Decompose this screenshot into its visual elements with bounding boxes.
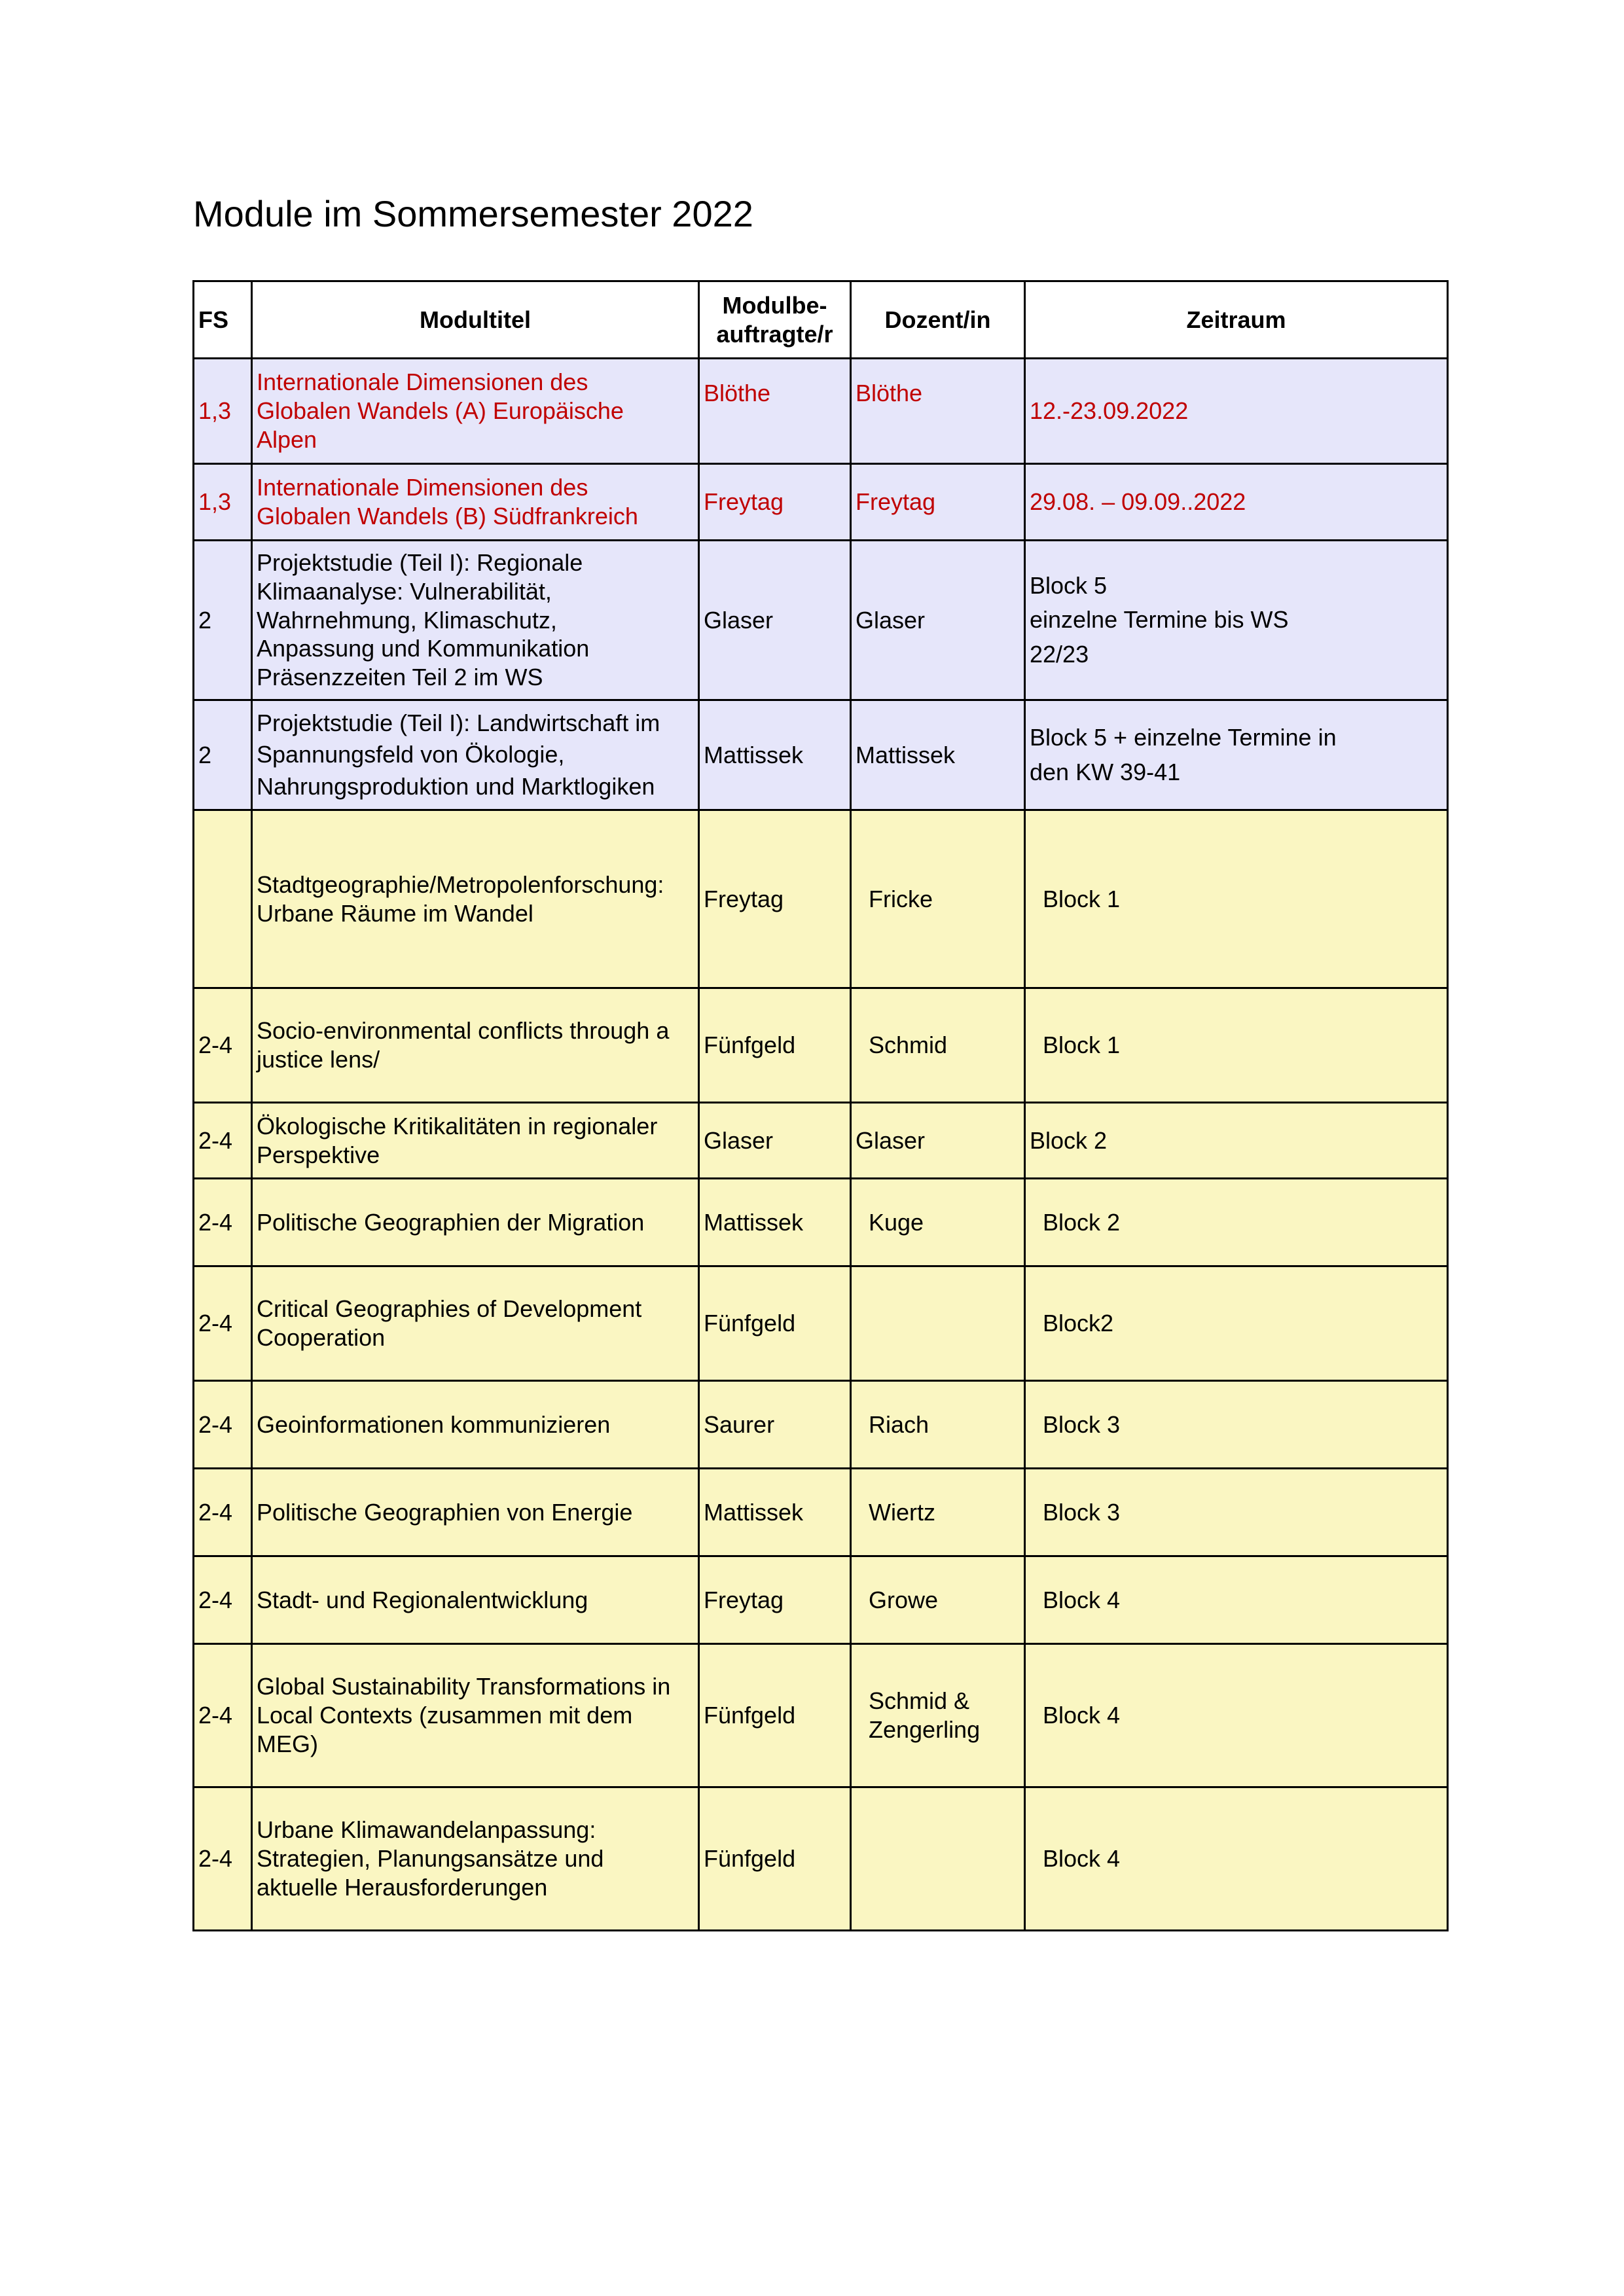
cell-title: Urbane Klimawandelanpassung: Strategien, Planungsansätze und aktuelle Herausforderungen xyxy=(252,1787,699,1931)
cell-beauftragte: Fünfgeld xyxy=(699,1644,851,1787)
cell-beauftragte: Freytag xyxy=(699,810,851,988)
cell-dozent: Kuge xyxy=(851,1179,1025,1266)
cell-dozent: Wiertz xyxy=(851,1469,1025,1556)
table-row xyxy=(194,1381,1448,1469)
cell-beauftragte: Fünfgeld xyxy=(699,988,851,1103)
cell-dozent: Glaser xyxy=(851,541,1025,700)
cell-title: Geoinformationen kommunizieren xyxy=(252,1381,699,1469)
cell-fs: 2 xyxy=(194,700,252,810)
cell-dozent xyxy=(851,1266,1025,1381)
cell-beauftragte: Blöthe xyxy=(699,359,851,464)
cell-beauftragte: Saurer xyxy=(699,1381,851,1469)
cell-zeitraum: 12.-23.09.2022 xyxy=(1025,359,1448,464)
cell-fs: 2-4 xyxy=(194,1787,252,1931)
cell-fs: 2-4 xyxy=(194,1266,252,1381)
table-row xyxy=(194,1179,1448,1266)
cell-zeitraum: Block 3 xyxy=(1025,1469,1448,1556)
cell-dozent: Glaser xyxy=(851,1103,1025,1179)
cell-beauftragte: Fünfgeld xyxy=(699,1787,851,1931)
page-title: Module im Sommersemester 2022 xyxy=(193,193,753,234)
header-zeitraum: Zeitraum xyxy=(1025,281,1448,359)
cell-zeitraum: Block 4 xyxy=(1025,1644,1448,1787)
cell-zeitraum: Block 1 xyxy=(1025,810,1448,988)
header-modultitel: Modultitel xyxy=(252,281,699,359)
cell-zeitraum: Block 4 xyxy=(1025,1556,1448,1644)
cell-title: Internationale Dimensionen des Globalen Wandels (B) Südfrankreich xyxy=(252,464,699,541)
cell-zeitraum: Block2 xyxy=(1025,1266,1448,1381)
cell-dozent: Freytag xyxy=(851,464,1025,541)
cell-fs: 2-4 xyxy=(194,1556,252,1644)
header-dozent: Dozent/in xyxy=(851,281,1025,359)
table-row xyxy=(194,359,1448,464)
header-fs: FS xyxy=(194,281,252,359)
modules-table xyxy=(192,280,1449,1931)
cell-dozent: Growe xyxy=(851,1556,1025,1644)
cell-beauftragte: Mattissek xyxy=(699,1469,851,1556)
cell-zeitraum: Block 2 xyxy=(1025,1179,1448,1266)
cell-dozent: Schmid xyxy=(851,988,1025,1103)
table-header-row xyxy=(194,281,1448,359)
table-row xyxy=(194,1556,1448,1644)
cell-beauftragte: Freytag xyxy=(699,464,851,541)
cell-beauftragte: Mattissek xyxy=(699,1179,851,1266)
cell-zeitraum: 29.08. – 09.09..2022 xyxy=(1025,464,1448,541)
cell-fs: 2-4 xyxy=(194,1469,252,1556)
cell-title: Internationale Dimensionen des Globalen Wandels (A) Europäische Alpen xyxy=(252,359,699,464)
cell-title: Politische Geographien von Energie xyxy=(252,1469,699,1556)
cell-dozent: Riach xyxy=(851,1381,1025,1469)
cell-beauftragte: Fünfgeld xyxy=(699,1266,851,1381)
cell-zeitraum: Block 2 xyxy=(1025,1103,1448,1179)
cell-zeitraum: Block 5 einzelne Termine bis WS 22/23 xyxy=(1025,541,1448,700)
cell-fs: 1,3 xyxy=(194,464,252,541)
cell-fs: 2-4 xyxy=(194,1644,252,1787)
table-row xyxy=(194,1103,1448,1179)
cell-fs: 2-4 xyxy=(194,1103,252,1179)
cell-fs: 2-4 xyxy=(194,1381,252,1469)
cell-title: Stadt- und Regionalentwicklung xyxy=(252,1556,699,1644)
table-row xyxy=(194,700,1448,810)
table-row xyxy=(194,1266,1448,1381)
table-row xyxy=(194,1644,1448,1787)
cell-zeitraum: Block 3 xyxy=(1025,1381,1448,1469)
cell-title: Stadtgeographie/Metropolenforschung: Urbane Räume im Wandel xyxy=(252,810,699,988)
table-row xyxy=(194,988,1448,1103)
cell-beauftragte: Freytag xyxy=(699,1556,851,1644)
cell-title: Projektstudie (Teil I): Regionale Klimaanalyse: Vulnerabilität, Wahrnehmung, Klimaschutz, Anpassung und Kommunikation Präsenzzeiten Teil 2 im WS xyxy=(252,541,699,700)
table-row xyxy=(194,810,1448,988)
cell-zeitraum: Block 1 xyxy=(1025,988,1448,1103)
table-row xyxy=(194,1787,1448,1931)
cell-dozent: Blöthe xyxy=(851,359,1025,464)
cell-title: Projektstudie (Teil I): Landwirtschaft im Spannungsfeld von Ökologie, Nahrungsproduktion und Marktlogiken xyxy=(252,700,699,810)
cell-fs xyxy=(194,810,252,988)
cell-title: Socio-environmental conflicts through a justice lens/ xyxy=(252,988,699,1103)
cell-dozent: Mattissek xyxy=(851,700,1025,810)
cell-title: Critical Geographies of Development Cooperation xyxy=(252,1266,699,1381)
table-row xyxy=(194,464,1448,541)
cell-fs: 1,3 xyxy=(194,359,252,464)
cell-fs: 2-4 xyxy=(194,1179,252,1266)
cell-dozent xyxy=(851,1787,1025,1931)
table-row xyxy=(194,1469,1448,1556)
cell-fs: 2 xyxy=(194,541,252,700)
header-beauftragte: Modulbe- auftragte/r xyxy=(699,281,851,359)
cell-beauftragte: Mattissek xyxy=(699,700,851,810)
cell-fs: 2-4 xyxy=(194,988,252,1103)
cell-zeitraum: Block 5 + einzelne Termine in den KW 39-41 xyxy=(1025,700,1448,810)
cell-dozent: Fricke xyxy=(851,810,1025,988)
cell-title: Ökologische Kritikalitäten in regionaler Perspektive xyxy=(252,1103,699,1179)
table-row xyxy=(194,541,1448,700)
cell-beauftragte: Glaser xyxy=(699,1103,851,1179)
cell-beauftragte: Glaser xyxy=(699,541,851,700)
cell-title: Politische Geographien der Migration xyxy=(252,1179,699,1266)
cell-title: Global Sustainability Transformations in Local Contexts (zusammen mit dem MEG) xyxy=(252,1644,699,1787)
cell-zeitraum: Block 4 xyxy=(1025,1787,1448,1931)
cell-dozent: Schmid & Zengerling xyxy=(851,1644,1025,1787)
